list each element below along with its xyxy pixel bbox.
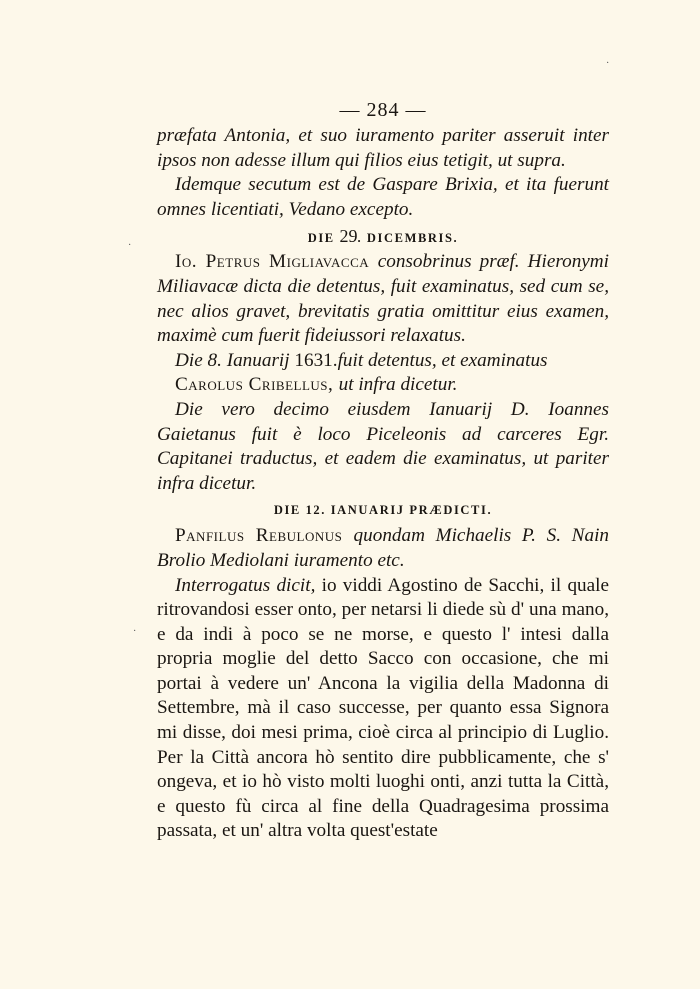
text-run: Die vero decimo eiusdem Ianuarij D. Ioannes Gaietanus fuit è loco Piceleonis ad carceres Egr. Capitanei traductus, et eadem die examinatus, ut pariter infra dicetur. [157,398,609,494]
text-run: præfata Antonia, et suo iuramento pariter asseruit inter ipsos non adesse illum qui filios eius tetigit, ut supra. [157,125,609,171]
body-text [157,124,609,844]
text-run: Idemque secutum est de Gaspare Brixia, et ita fuerunt omnes licentiati, Vedano excepto. [157,174,609,220]
text-run: . DICEMBRIS. [357,231,459,246]
text-run: 29 [339,226,358,247]
text-run: 1631. [294,349,338,371]
specks: · [606,58,610,69]
text-page [157,96,609,844]
text-run: quondam Michaelis P. S. Nain Brolio Mediolani iuramento etc. [157,525,609,571]
text-run: ut infra dicetur. [338,374,458,396]
text-run: io viddi Agostino de Sacchi, il quale ritrovandosi esser onto, per netarsi li diede sù d' una mano, e da indi à poco se ne morse, e questo l' intesi dalla propria moglie del detto Sacco con occasione, che mi portai à vedere un' Ancona la vigilia della Madonna di Settembre, mà il caso successe, per quanto essa Signora mi disse, doi mesi prima, cioè circa al principio di Luglio. Per la Città ancora hò sentito dire pubblicamente, che s' ongeva, et io hò visto molti luoghi onti, anzi tutta la Città, e questo fù circa al fine della Quadragesima prossima passata, et un' altra volta quest'estate [157,574,609,842]
person-name: Carolus Cribellus, [175,374,339,396]
text-run: Interrogatus dicit, [175,574,322,596]
person-name: Io. Petrus Migliavacca [175,251,378,273]
paragraph [157,124,609,173]
specks: · [133,626,137,637]
text-run: consobrinus præf. Hieronymi Miliavacæ dicta die detentus, fuit examinatus, sed cum se, nec alios gravet, brevitatis gratia omittitur eius examen, maximè cum fuerit fideiussori relaxatus. [157,251,609,347]
paragraph [157,250,609,348]
date-heading [157,224,609,248]
paragraph [157,349,609,374]
paragraph [157,173,609,222]
person-name: Panfilus Rebulonus [175,525,354,547]
text-run: fuit detentus, et examinatus [337,349,548,371]
text-run: DIE 12. IANUARIJ PRÆDICTI. [273,503,493,518]
specks: · [128,240,132,251]
text-run: Die 8. Ianuarij [175,349,295,371]
page-number: — 284 — [339,99,427,121]
date-heading [157,498,609,522]
paragraph [157,373,609,398]
paragraph [157,574,609,845]
paragraph [157,398,609,496]
text-run: DIE [307,231,340,246]
paragraph [157,524,609,573]
